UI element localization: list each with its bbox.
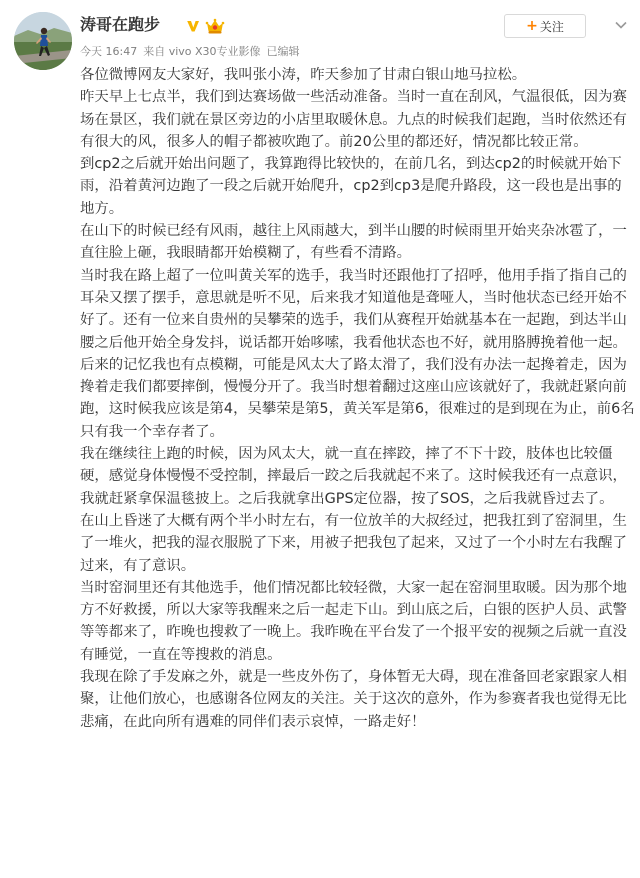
- post-paragraph: 在山下的时候已经有风雨，越往上风雨越大，到半山腰的时候雨里开始夹杂冰雹了，一直往脸上砸，我眼睛都开始模糊了，有些看不清路。: [80, 223, 627, 262]
- post-time[interactable]: 今天 16:47: [80, 45, 138, 58]
- post-paragraph: 各位微博网友大家好，我叫张小涛，昨天参加了甘肃白银山地马拉松。: [80, 67, 527, 83]
- verified-v-icon[interactable]: [185, 18, 201, 34]
- vip-crown-icon[interactable]: [205, 17, 225, 35]
- post-content: [80, 64, 636, 733]
- post-paragraph: 到cp2之后就开始出问题了，我算跑得比较快的，在前几名，到达cp2的时候就开始下雨，沿着黄河边跑了一段之后就开始爬升，cp2到cp3是爬升路段，这一段也是出事的地方。: [80, 156, 622, 217]
- post-source: 来自 vivo X30专业影像: [143, 45, 261, 58]
- post-meta: [80, 44, 300, 60]
- post-paragraph: 当时我在路上超了一位叫黄关军的选手，我当时还跟他打了招呼，他用手指了指自己的耳朵又摆了摆手，意思就是听不见，后来我才知道他是聋哑人，当时他状态已经开始不好了。还有一位来自贵州的吴攀荣的选手，我们从赛程开始就基本在一起跑，到达半山腰之后他开始全身发抖，说话都开始哆嗦，我看他状态也不好，就用胳膊挽着他一起。后来的记忆我也有点模糊，可能是风太大了路太滑了，我们没有办法一起搀着走，因为搀着走我们都要摔倒，慢慢分开了。我当时想着翻过这座山应该就好了，我就赶紧向前跑，这时候我应该是第4，吴攀荣是第5，黄关军是第6，很难过的是到现在为止，前6名只有我一个幸存者了。: [80, 267, 635, 440]
- edited-label[interactable]: 已编辑: [266, 45, 300, 58]
- plus-icon: +: [526, 18, 538, 34]
- post-paragraph: 昨天早上七点半，我们到达赛场做一些活动准备。当时一直在刮风，气温很低，因为赛场在景区，我们就在景区旁边的小店里取暖休息。九点的时候我们起跑，当时依然还有有很大的风，很多人的帽子都被吹跑了。前20公里的都还好，情况都比较正常。: [80, 89, 627, 150]
- post-paragraph: 我现在除了手发麻之外，就是一些皮外伤了，身体暂无大碍，现在准备回老家跟家人相聚，让他们放心，也感谢各位网友的关注。关于这次的意外，作为参赛者我也觉得无比悲痛，在此向所有遇难的同伴们表示哀悼，一路走好！: [80, 669, 627, 730]
- post-paragraph: 当时窑洞里还有其他选手，他们情况都比较轻微，大家一起在窑洞里取暖。因为那个地方不好救援，所以大家等我醒来之后一起走下山。到山底之后，白银的医护人员、武警等等都来了，昨晚也搜救了一晚上。我昨晚在平台发了一个报平安的视频之后就一直没有睡觉，一直在等搜救的消息。: [80, 579, 627, 663]
- follow-button[interactable]: [504, 14, 586, 38]
- chevron-down-icon[interactable]: [614, 18, 628, 32]
- author-name[interactable]: 涛哥在跑步: [80, 15, 161, 34]
- post-paragraph: 我在继续往上跑的时候，因为风太大，就一直在摔跤，摔了不下十跤，肢体也比较僵硬，感觉身体慢慢不受控制，摔最后一跤之后我就起不来了。这时候我还有一点意识，我就赶紧拿保温毯披上。之后我就拿出GPS定位器，按了SOS，之后我就昏过去了。: [80, 446, 627, 507]
- runner-avatar-image: [14, 12, 72, 70]
- author-badges: [185, 16, 225, 36]
- follow-button-label: 关注: [539, 19, 564, 34]
- post-paragraph: 在山上昏迷了大概有两个半小时左右，有一位放羊的大叔经过，把我扛到了窑洞里，生了一堆火，把我的湿衣服脱了下来，用被子把我包了起来，又过了一个小时左右我醒了过来，有了意识。: [80, 512, 627, 574]
- avatar[interactable]: [14, 12, 72, 70]
